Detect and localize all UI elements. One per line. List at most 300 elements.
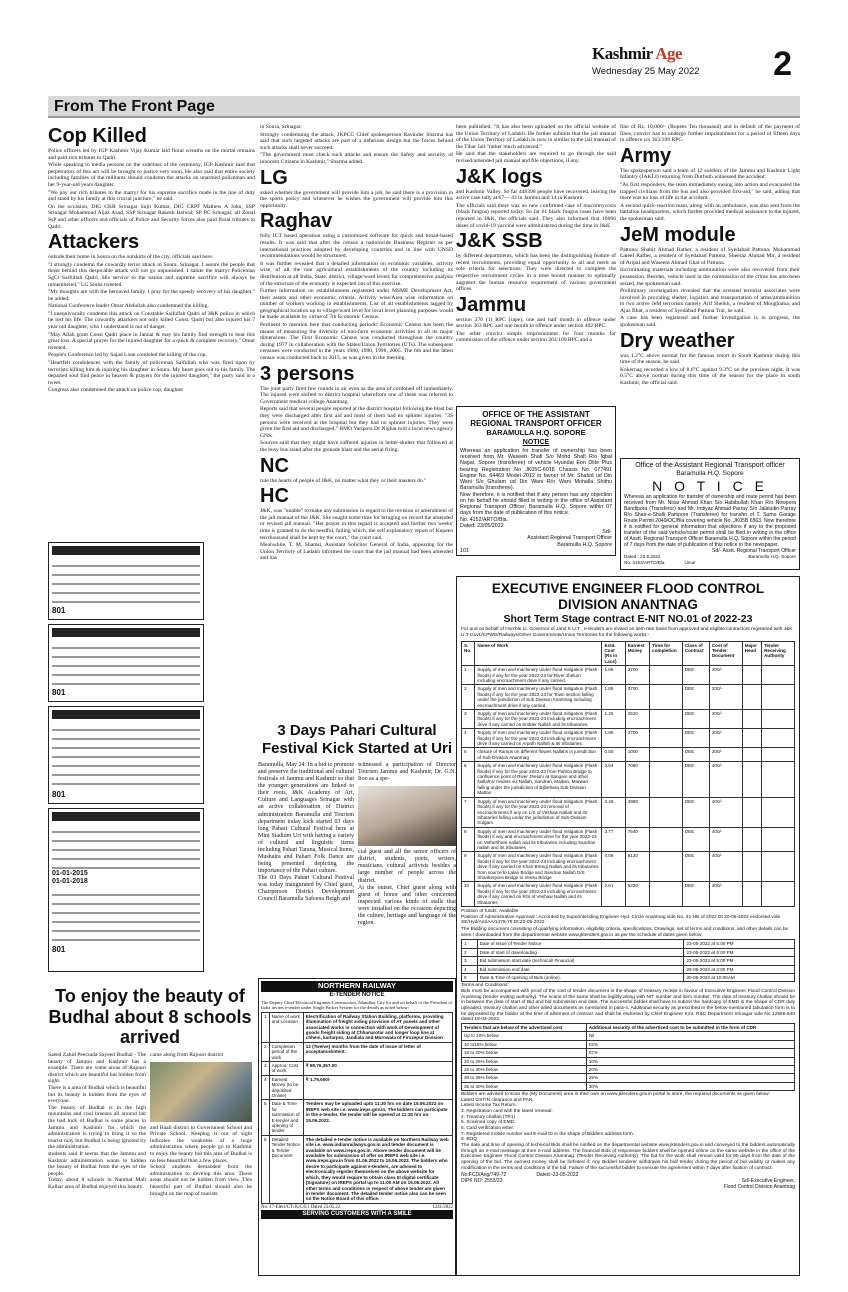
article-text: was 1.2°C above normal for the famous resort in South Kashmir during this time of the season, he said. bbox=[620, 352, 800, 366]
flood-text: The date and time of opening of technical Bids shall be notified on the departmental website www.jktenders.gov.in and conveyed to the bidders automatically through an e-mail message at their e-mail address. The financial Bids of responsive bidders shall be opened online on the same website in the office of the Executive Engineer Flood Control Division Anantnag. (Tender Receiving Authority). The bid for the work shall remain valid for 90 days from the date of the opening of the bid. The earnest money shall be forfeited if: Any Bidder/ tenderer withdraws his bid/ tender during the period of bid validity or makes any modification in the terms and conditions of the bid. Failure of the successful bidder to execute the agreement within 7 days after fixation of contract. bbox=[461, 1143, 795, 1171]
table-cell: Completion period of the work bbox=[269, 1042, 303, 1061]
table-cell: The detailed e-tender notice is available on Northern Railway web site i.e. www.indianrailways.gov.in and tender document is available on www.ireps.gov.in. Above tender document will be available for submission of offer on IREPS web site i.e. www.ireps.gov.in from 01.06.2022 to 15.06.2022. The bidders who desire to participate against e-tenders, are advised to electronically register themselves on the above website for which, they would require to obtain class III digital certificate (Signature) on IREPS portal up to 11:00 AM on 15.06.2022. All other terms and conditions in respect of above tender are given in tender document. The detailed tender notice also can be seen on the Notice Board of this office. bbox=[303, 1135, 452, 1203]
article-text: fully ICT based operation using a customized software for quick and broad-based results. It was said that after the census a nationwide Business Register as per international practices adopted by developing countries and in line with UNSD recommendations would be structured. bbox=[260, 233, 453, 260]
urdu-notice-number: 801 bbox=[52, 606, 66, 615]
article-text: section 376 (1) RPC (rape), one and half month in offence under section 363 RPC and one month in offence under section 402 RPC. bbox=[456, 316, 616, 330]
article-text: The other convict simple imprisonment for four months for commission of the offence under section 363/109 RPC and a bbox=[456, 330, 616, 344]
list-item: Latest GSTIN clearance and PAN. bbox=[461, 1097, 534, 1103]
table-cell: DEE bbox=[682, 827, 709, 852]
table-header-cell: Tenders that are below of the advertised cost bbox=[462, 1023, 587, 1031]
festival-col-b bbox=[358, 762, 456, 927]
table-cell: 5 bbox=[462, 973, 478, 981]
article-text: Further information on establishments registered under MSME Development Act, their assets and other economic criteria. Activity wise/Area wise information on number of workers working in establishments. List of all establishments tagged by geographical location up to village/ward level for local level planning purposes would be made available by virtue of 7th Economic Census. bbox=[260, 288, 453, 321]
table-cell: DEE bbox=[682, 710, 709, 729]
rto-title-3: BARAMULLA H.Q. SOPORE bbox=[486, 427, 586, 437]
flood-terms-heading: Terms and Conditions: bbox=[461, 983, 509, 989]
table-cell: 1.85 bbox=[602, 666, 625, 685]
rto-notice-label: NOTICE bbox=[522, 438, 550, 446]
article-text: fine of Rs. 10,000/- (Rupees Ten thousand) and in default of the payment of fines, convict has to undergo further imprisonment for a period of fifteen days in offence u/s 363/109 RPC. bbox=[620, 124, 800, 144]
table-cell bbox=[650, 797, 683, 827]
column-4 bbox=[620, 124, 800, 454]
table-cell: 200/- bbox=[709, 666, 742, 685]
article-text: and Kashmir Valley. So far 448398 people have recovered, leaving the active case tally at 67— 43 in Jammu and 14 in Kashmir. bbox=[456, 188, 616, 202]
urdu-text-block bbox=[52, 824, 200, 870]
table-row bbox=[462, 1032, 795, 1040]
rto2-notice-label: N O T I C E bbox=[652, 477, 768, 494]
table-cell: 1 bbox=[262, 1012, 270, 1042]
table-row bbox=[262, 1135, 453, 1203]
flood-sign-2: Flood Control Division Anantnag bbox=[723, 1184, 795, 1191]
table-cell: 9 bbox=[462, 852, 475, 882]
table-cell: 4980 bbox=[625, 797, 649, 827]
table-cell: DEE bbox=[682, 748, 709, 762]
table-cell bbox=[650, 762, 683, 797]
table-cell bbox=[762, 762, 795, 797]
table-cell bbox=[650, 710, 683, 729]
article-text: Baramulla, May 24: In a bid to promote and preserve the traditional and cultural festivals of Jammu and Kashmir so that the younger generations are linked to their roots, J&K Academy of Art, Culture and Languages Srinagar with an active collaboration of District administration Baramulla and Tourism department today kick started 03 days long Pahari Cultural Festival here at Mini Stadium Uri with having a variety of cultural and linguistic items including Pahari Tarana, Musical Items, Mushaira and Pahari Folk Dance are being presented depicting the importance of the Pahari culture. bbox=[258, 762, 354, 875]
article-text: been published. "It has also been uploaded on the official website of the Union Territory of Ladakh. He further submits that the jail manual of the Union Territory of Ladakh in now in similar to the jail manual of the Tihar Jail "rather much advanced." bbox=[456, 124, 616, 150]
table-cell: Supply of men and machinery under flood mitigation (Flash floods) if any for the year 2022-23 for River Jhelum including encroachment drive if any carried. bbox=[475, 666, 602, 685]
railway-ref-2: 1241/2022 bbox=[432, 1204, 453, 1210]
table-cell: 10 bbox=[462, 882, 475, 907]
rto-ref: No. 4152/ARTO/Bla. bbox=[460, 516, 509, 523]
urdu-text-block bbox=[52, 722, 200, 790]
budhal-group-photo bbox=[150, 1062, 252, 1122]
table-cell bbox=[742, 827, 761, 852]
table-row bbox=[462, 940, 795, 948]
table-row bbox=[462, 1049, 795, 1057]
table-cell: 8120 bbox=[625, 852, 649, 882]
table-cell: 400/- bbox=[709, 797, 742, 827]
table-cell: Up to 10% below bbox=[462, 1032, 587, 1040]
rto2-number: No. 4153/ARTO/Bla bbox=[624, 559, 665, 565]
table-cell bbox=[762, 797, 795, 827]
table-cell: 10 to15% below bbox=[462, 1040, 587, 1048]
table-row bbox=[462, 1065, 795, 1073]
flood-ref: No:FCD/Ang/749-72 bbox=[461, 1172, 507, 1179]
table-cell: 3.54 bbox=[602, 762, 625, 797]
table-cell: Approx. Cost of work bbox=[269, 1061, 303, 1075]
table-row bbox=[462, 965, 795, 973]
table-cell: Earnest Money (to be deposited Online) bbox=[269, 1075, 303, 1100]
table-cell: 5 bbox=[462, 748, 475, 762]
headline-jk-logs: J&K logs bbox=[456, 165, 543, 188]
table-cell: 1.85 bbox=[602, 685, 625, 710]
table-header-cell: Major Head bbox=[742, 641, 761, 666]
headline-budhal: To enjoy the beauty of Budhal about 8 schools arrived bbox=[48, 986, 252, 1048]
table-cell bbox=[762, 666, 795, 685]
table-header-cell: Tender Receiving Authority bbox=[762, 641, 795, 666]
rto-title-1: OFFICE OF THE ASSISTANT bbox=[482, 410, 590, 419]
article-text: cial guest and all the senior officers of district, students, poets, writers, musicians, cultural activists besides a large number of people across the district. bbox=[358, 849, 456, 884]
article-text: Congress also condemned the attack on police cop, daughter bbox=[48, 387, 184, 394]
table-cell: 23-05-2022 at 5:00 PM bbox=[684, 948, 795, 956]
table-header-cell: Name of Work bbox=[475, 641, 602, 666]
headline-hc: HC bbox=[260, 485, 289, 508]
table-cell: 1.26 bbox=[602, 710, 625, 729]
table-row bbox=[262, 1012, 453, 1042]
table-cell: 3700 bbox=[625, 666, 649, 685]
festival-story bbox=[258, 722, 456, 972]
table-cell: 15 to 20% below bbox=[462, 1049, 587, 1057]
article-text: Preliminary investigation revealed that the arrested terrorist associates were involved in providing shelter, logistics and transportation of arms/ammunition to two active JeM terrorists namely Arif Sheikh, a resident of Moughama, and Ajaz Bhat, a resident of Syedabad Pattuna Tral, he said. bbox=[620, 288, 800, 314]
railway-subtitle: E-TENDER NOTICE bbox=[329, 991, 385, 998]
article-text: While speaking to media persons on the sidelines of the ceremony, IGP Kashmir said that perpetrators of this act will be brought to justice very soon. He also said that entire society including families of the militants should condemn the attacks on unarmed policeman and her 9-year-old years daughter. bbox=[48, 162, 255, 188]
urdu-notice-number: 801 bbox=[52, 790, 66, 799]
list-item: 4. Treasury challan (TR1) bbox=[461, 1114, 516, 1120]
flood-works-table bbox=[461, 641, 795, 907]
table-cell: 8 bbox=[462, 827, 475, 852]
article-text: witnessed a participation of Director Tourism Jammu and Kashmir, Dr. G.N. Itoo as a spe- bbox=[358, 762, 456, 783]
table-cell: 30 to 35% below bbox=[462, 1074, 587, 1082]
table-cell: Detailed Tender Notice & Tender Document bbox=[269, 1135, 303, 1203]
table-cell bbox=[650, 827, 683, 852]
article-text: Strongly condemning the attack, JKPCC Chief spokesperson Ravinder Sharma has said that such targeted attacks are part of a nefarious design but the forces behind such attacks shall never succeed. bbox=[260, 131, 453, 151]
rto2-title-2: Baramulla H.Q. Sopore bbox=[676, 470, 744, 478]
article-text: Pattuna; Shabir Ahmad Rather, a resident of Syedabad Pattuna; Mohammad Lateef Rather, a resident of Syedabad Pattuna; Sheeraz Ahmad Mir, a resident of Aripal and Waseem Ahmad Ghat of Pattuna. bbox=[620, 246, 800, 266]
article-text: Today, about 8 schools in Nambal Mall Kalhar area of Budhal enjoyed this beauty. bbox=[48, 1177, 146, 1190]
article-text: J&K, was "unable" to make any submission in regard to the revision or amendment of the jail manual of the J&K. She sought some time for bringing on record the amended or revised jail manual. "Her prayer in this regard is accepted and further two weeks' time is granted to do the needful, failing which, the self explanatory report of Kupeeo ten thousand shall be kept by the court," the court said. bbox=[260, 508, 453, 541]
masthead bbox=[592, 44, 802, 84]
article-text: "The government must check such attacks and ensure the Safety and security of innocent Citizens in Kashmir," Sharma added. bbox=[260, 152, 453, 165]
table-cell: 400/- bbox=[709, 762, 742, 797]
table-cell: 07% bbox=[586, 1049, 794, 1057]
table-row bbox=[462, 882, 795, 907]
table-cell: DEE bbox=[682, 685, 709, 710]
table-cell: Date of Issue of Tender Notice bbox=[477, 940, 684, 948]
table-header-cell: Earnest Money bbox=[625, 641, 649, 666]
table-cell: 3700 bbox=[625, 685, 649, 710]
article-text: Incriminating materials including ammunition were also recovered from their possession. Besides, vehicle used in the commission of the crime has also been seized, the spokesman said. bbox=[620, 267, 800, 287]
table-row bbox=[462, 748, 795, 762]
list-item: 8. BOQ bbox=[461, 1137, 477, 1143]
table-cell: 6 bbox=[262, 1135, 270, 1203]
article-text: Saeed Zahid Peerzada Sayeed Budhal - The beauty of Jammu and Kashmir has a example. There are some areas of Rajouri district which are beautiful but hidden from sight. bbox=[48, 1052, 146, 1085]
table-cell: 23-05-2022 at 5:00 PM bbox=[684, 940, 795, 948]
table-cell: DEE bbox=[682, 797, 709, 827]
table-cell bbox=[762, 852, 795, 882]
article-text: The officials said there was no new confirmed case of mucormycosis (black fungus) reported today. So far 61 black fungus cases have been reported in J&K, the officials said. They also informed that 10096 doses of covid-19 vaccine were administered during the time in J&K. bbox=[456, 202, 616, 229]
rto-text: Whereas an application for transfer of ownership has been received from Mr. Waseeb Shafi S/o Mohd Shafi R/o Iqbal Nagar, Sopore (transferee) of vehicle Hyundai Eon Dlite Plus bearing Registration No JK05C-6018 Chassis No. 077491 Engine No. 64469 Model 2012 in favour of Mr. Shahid ud Din Wani S/o Ghulam ud Din Wani R/o Wani Mohalla Shithu Baramulla (transferee). bbox=[460, 447, 612, 492]
table-cell: 5220 bbox=[625, 882, 649, 907]
rto-sd: Sd/- bbox=[602, 529, 612, 536]
table-header-cell: Class of Contract bbox=[682, 641, 709, 666]
flood-title: EXECUTIVE ENGINEER FLOOD CONTROL DIVISION ANANTNAG bbox=[491, 581, 765, 612]
table-cell: Date & Time for submission of E-tender and opening of tender bbox=[269, 1100, 303, 1135]
urdu-notice-number: 801 bbox=[52, 688, 66, 697]
article-text: There is a area of Budhal which is beautiful but its beauty is hidden from the eyes of everyone. bbox=[48, 1085, 146, 1105]
urdu-notice-header bbox=[52, 546, 200, 555]
headline-raghav: Raghav bbox=[260, 210, 333, 233]
budhal-col-a bbox=[48, 1052, 146, 1197]
article-text: "I strongly condemn the cowardly terror attack in Soura, Srinagar. I assure the people that those behind this despicable attack will not go unpunished. I salute the martyr Policeman SgCt Saifullah Qadri. His service to the nation and supreme sacrifice will always be remembered," LG Sinha tweeted. bbox=[48, 261, 255, 288]
headline-cop-killed: Cop Killed bbox=[48, 125, 147, 147]
article-text: "Heartfelt condolences with the family of policeman Saifullah who was fired upon by terrorists killing him & injuring his daughter in Soura. My heart goes out to his family. The departed soul find peace in heaven & prayers for the injured daughter," the party said in a tweet. bbox=[48, 360, 255, 386]
rto-title-2: REGIONAL TRANSPORT OFFICER bbox=[470, 419, 602, 429]
headline-dry-weather: Dry weather bbox=[620, 329, 735, 352]
table-row bbox=[462, 827, 795, 852]
article-text: came along from Rajouri district bbox=[150, 1052, 224, 1059]
table-cell bbox=[742, 762, 761, 797]
table-cell: Supply of men and machinery under flood mitigation (Flash floods) if any for the year 2022-23 including encroachment drive if any carried on R/S of Veshaw Nallah and its tributaries bbox=[475, 882, 602, 907]
article-text: The spokesperson said a team of 12 soldiers of the Jammu and Kashmir Light Infantry (JAKLI) returning from Durbuth witnessed the accident. bbox=[620, 167, 800, 181]
table-cell: Supply of men and machinery under flood mitigation (Flash floods) if any for the year 2022-23 including encroachment drive if any carried on Khan Brengi Nallah and its tributaries from source to Lalan Bridge and Sandran Nallah D/S Shankerpora Bridge to Vessu Bridge bbox=[475, 852, 602, 882]
table-cell: 2 bbox=[462, 685, 475, 710]
article-text: "I unequivocally condemn this attack on Constable Saifullah Qadri of J&K police in which he lost his life. The cowardly attackers not only killed Const. Qadri but also injured his 7 year old daughter, who I understand is out of danger. bbox=[48, 310, 255, 331]
table-cell bbox=[762, 729, 795, 748]
table-cell: 2 bbox=[262, 1042, 270, 1061]
table-cell: Supply of men and machinery under flood mitigation (Flash floods) if any for the year 2022-23 including encroachment drive if any carried on bridder Nallah and its tributaries. bbox=[475, 710, 602, 729]
rto2-title-1: Office of the Assistant Regional Transport officer bbox=[635, 462, 785, 469]
table-cell: DEE bbox=[682, 882, 709, 907]
flood-sign-1: Sd/-Executive Engineer, bbox=[741, 1178, 795, 1185]
urdu-notice-header bbox=[52, 812, 200, 821]
urdu-date: 01-01-2018 bbox=[52, 878, 88, 886]
table-row bbox=[262, 1061, 453, 1075]
table-cell: 0.50 bbox=[602, 748, 625, 762]
table-cell: 2520 bbox=[625, 710, 649, 729]
table-cell: 2 bbox=[462, 948, 478, 956]
table-cell: ₹ 1,79,600/- bbox=[303, 1075, 452, 1100]
budhal-story bbox=[48, 986, 252, 1276]
table-cell: 200/- bbox=[709, 685, 742, 710]
article-text: "May Allah grant Const Qadri place in Jannat & may his family find strength to bear this great loss. A special prayer for the injured daughter for a quick & complete recovery," Omar tweeted. bbox=[48, 331, 255, 351]
table-cell bbox=[762, 748, 795, 762]
table-cell bbox=[742, 685, 761, 710]
headline-jammu: Jammu bbox=[456, 293, 527, 316]
article-text: A case has been registered and further investigation is in progress, the spokesman said. bbox=[620, 315, 800, 329]
table-cell: ₹ 89,76,357.00 bbox=[303, 1061, 452, 1075]
page-number: 2 bbox=[773, 45, 792, 83]
table-cell: 23-05-2022 at 5:00 PM bbox=[684, 957, 795, 965]
rto-notice-2 bbox=[620, 458, 800, 570]
table-cell bbox=[650, 748, 683, 762]
festival-col-a bbox=[258, 762, 354, 927]
article-text: Sources said that they might have suffered injuries in helter-skelter that followed at the busy bus stand after the grenade blast and the aerial firing. bbox=[260, 440, 453, 453]
article-text: "My thoughts are with the bereaved family. I pray for the speedy recovery of his daughter," he added. bbox=[48, 289, 255, 302]
rto-date: Dated: 23/05/2022 bbox=[460, 522, 504, 529]
table-cell bbox=[742, 748, 761, 762]
table-header-cell: S. No. bbox=[462, 641, 475, 666]
headline-attackers: Attackers bbox=[48, 231, 140, 254]
table-header-cell: Time for completion bbox=[650, 641, 683, 666]
festival-chief-guest-photo bbox=[358, 786, 456, 846]
flood-control-tender bbox=[456, 576, 800, 1276]
table-cell bbox=[742, 710, 761, 729]
article-text: "We pay our rich tributes to the martyr for his supreme sacrifice made in the line of duty and stand by his family at this crucial juncture," he said. bbox=[48, 189, 255, 203]
flood-text: Bidders are advised to scan the (My Document) area in their own on www.jktenders.gov.in portal to store, the required documents as given below: bbox=[461, 1092, 770, 1098]
urdu-text-block bbox=[52, 558, 200, 606]
article-text: On the occasion, DIG CKR Srinagar Sujit Kumar, DIG CRPF Mathew A John, SSP Srinagar Mohammad Aijaz Asad, SSP Srinagar Rakesh Balwal, SP PC Srinagar, all Zonal SsP and other officers and officials of Police and Security forces also paid floral tributes to Qadri. bbox=[48, 203, 255, 230]
issue-date: Wednesday 25 May 2022 bbox=[592, 66, 700, 78]
flood-intro: For and on behalf of Hon'ble Lt. Governor of Jand K U.T , e-tenders are invited on item rate basis from approved and eligible contractors registered with J&K U.T Govt./CPWD/Railways/Other Governments/Union Territories for the following works:- bbox=[461, 627, 793, 638]
table-cell: 3700 bbox=[625, 729, 649, 748]
table-cell: Date & Time of opening of Bids (online). bbox=[477, 973, 684, 981]
table-cell: 400/- bbox=[709, 827, 742, 852]
table-cell bbox=[742, 729, 761, 748]
railway-title: NORTHERN RAILWAY bbox=[261, 981, 453, 992]
article-text: by different departments, which has been the distinguishing feature of recent recruitments, providing equal opportunity to all and merit as sole criteria for selections. They were directed to complete the respective recruitment cycles in a time bound manner to optimally augment the human resource requirement of various government offices. bbox=[456, 253, 616, 293]
table-cell: Supply of men and machinery under flood mitigation (Flash floods) if any for the year 2022-23 for Town section falling under the jurisdiction of Sub Division Anantnag including encroachment drive if any carried. bbox=[475, 685, 602, 710]
table-cell: 12 (Twelve) months from the date of issue of letter of acceptance/intent. bbox=[303, 1042, 452, 1061]
article-text: Reports said that several people reported at the district hospital following the blast but they were discharged after first aid and most of them had no splinter injuries. "3S persons were received at the hospital but they had no splinter injuries. They were given the first aid and discharged," BMO Yaripora Dr Nighat told a local news agency GNS. bbox=[260, 406, 453, 439]
table-cell: 3 bbox=[462, 957, 478, 965]
table-cell: Nil bbox=[586, 1032, 794, 1040]
table-cell: 4 bbox=[262, 1075, 270, 1100]
table-cell: 02% bbox=[586, 1040, 794, 1048]
table-cell: 20 to 25% below bbox=[462, 1057, 587, 1065]
urdu-date: 01-01-2015 bbox=[52, 870, 88, 877]
table-cell bbox=[650, 882, 683, 907]
table-cell bbox=[650, 729, 683, 748]
article-text: asked whether the government will provide him a job, he said there is a provision in the sports policy and whenever he wishes the government will provide him this opportunity. bbox=[260, 189, 453, 209]
table-cell: Bid submission start date (technical/ Financial) bbox=[477, 957, 684, 965]
table-cell: closure of Ramps on different flowes Nallahs in jurisdiction of Sub-Division Anantnag bbox=[475, 748, 602, 762]
table-header-cell: Estd. Cost (Rs in Lacs) bbox=[602, 641, 625, 666]
headline-army: Army bbox=[620, 144, 672, 167]
flood-text: Bids must be accompanied with proof of the cost of tender document in the shape of treasury receipt in favour of Executive Engineer Flood Control Division Anantnag (tender inviting authority). The scans of the same shall be legibly along with NIT number and item number. The date of treasury challan should be in between the date of start of Bid and bid submission end date. The successful bidder shall have to submit the hardcopy of EMD in the shape of CDR duly upleaded, treasury challan and other allied documents as mentioned in para-4. Additional security as prescribed in the below-mentioned tabulation form is to be deposited by the bidder at the time of allotment of contract and shall be endorsed by Chief Engineer Kmr. R&C Department Srinagar vide No 12566-640 dated 18-03-2022. bbox=[461, 988, 795, 1023]
table-cell: Date of start of downloading bbox=[477, 948, 684, 956]
table-header-cell: Additional security of the advertised cost to be submitted in the form of CDR bbox=[586, 1023, 794, 1031]
railway-intro: The Deputy Chief Electrical Engineer/Construction, Jalandhar City for and on behalf of the President of India invites e-tender under Single Packet System for the details as noted below: bbox=[261, 999, 453, 1011]
railway-ref: No. 17-Elect/CT/JUC/E1 Dated 23.05.22 bbox=[261, 1204, 341, 1210]
article-text: students said It seems that the Jammu and Kashmir administration wants to hidden the beauty of Budhal from the eyes of the people. bbox=[48, 1150, 146, 1177]
table-row bbox=[462, 1057, 795, 1065]
table-cell: 4.06 bbox=[602, 852, 625, 882]
article-text: The 03 Days Pahari Cultural Festival was today inaugurated by Chief guest, Chairperson District Development Council Baramulla Safeena Beigh and bbox=[258, 875, 354, 903]
article-text: People's Conference led by Sajad Lone condoled the killing of the cop. bbox=[48, 352, 207, 359]
table-cell: DEE bbox=[682, 762, 709, 797]
table-cell: 30-05-2022 at 10:00AM bbox=[684, 973, 795, 981]
table-row bbox=[262, 1100, 453, 1135]
flood-position-admin: Position of Administrative Approval : Accorded by Superintending Engineer Hyd. Circle Anantnag vide No. 31-HB of 2022 Dt 20-05-2022 endorsed vide SE/Hyd/Ant/AA/1478-79 Dt:20-05-2022. bbox=[461, 914, 781, 926]
flood-date: Dated:-23-05-2022 bbox=[536, 1172, 579, 1179]
table-cell: 4 bbox=[462, 729, 475, 748]
table-cell: 1 bbox=[462, 666, 475, 685]
table-row bbox=[462, 762, 795, 797]
article-text: At the outset, Chief guest along with guest of honor and other concerned inspected various kinds of stalls that were installed on the occasion depicting the culture, heritage and language of the region. bbox=[358, 884, 456, 927]
flood-dates-table bbox=[461, 939, 795, 982]
urdu-text-block bbox=[52, 887, 200, 945]
article-text: Pertinent to mention here that conducting periodic Economic Census has been the means of measuring the diversity of non-farm economic activities in all its major dimensions. The First Economic Census was conducted throughout the country during 1977 in collaboration with the States/Union Territories (UTs). The subsequent censuses were conducted in the years 1980, 1990, 1998, 2005. The 6th and the latest census was conducted back in 2013, as was given in the meeting. bbox=[260, 322, 453, 362]
list-item: 5. Scanned copy of EMD. bbox=[461, 1120, 516, 1126]
table-cell: 5 bbox=[262, 1100, 270, 1135]
table-cell: Bid submission end date bbox=[477, 965, 684, 973]
table-cell: 6 bbox=[462, 762, 475, 797]
table-cell: 3 bbox=[262, 1061, 270, 1075]
table-cell bbox=[650, 685, 683, 710]
urdu-notice-4 bbox=[48, 808, 204, 972]
table-row bbox=[462, 1074, 795, 1082]
rto2-sign-2: Baramulla H.Q. Sopore bbox=[748, 554, 796, 560]
article-text: He said that the stakeholders are required to go through the said revised/amended jail manual and file objections, if any. bbox=[456, 151, 616, 164]
table-row bbox=[462, 797, 795, 827]
table-cell bbox=[742, 666, 761, 685]
table-cell: Supply of men and machinery under flood mitigation (Flash floods) if any for the year 2022-23 including encroachment drive if any carried on Arpath Nallah & its tributaries. bbox=[475, 729, 602, 748]
list-item: 7. Registered mobile number and E-mail ID in the shape of Bidders address form. bbox=[461, 1131, 635, 1137]
flood-subtitle: Short Term Stage contract E-NIT NO.01 of 2022-23 bbox=[503, 612, 753, 625]
column-2 bbox=[260, 124, 453, 716]
table-cell bbox=[762, 710, 795, 729]
table-cell bbox=[742, 882, 761, 907]
railway-footer: SERVING CUSTOMERS WITH A SMILE bbox=[261, 1210, 453, 1219]
railway-tender-table bbox=[261, 1012, 453, 1204]
table-cell: Supply of men and machinery under flood mitigation (Flash floods) if any for the year 2022-23 removal of encroachments if any on L/S of Veshaw Nallah and its tributaries falling under the jurisdiction of Sub-Division Kulgam. bbox=[475, 797, 602, 827]
table-cell: Supply of men and machinery under flood mitigation (Flash floods) if any and encroachment drive for the year 2022-23 on Vetherthree nallah and its tributaries including Sandran nallah and its tributaries bbox=[475, 827, 602, 852]
table-row bbox=[462, 729, 795, 748]
rto-notice-1 bbox=[456, 406, 616, 556]
flood-text: The Bidding document consisting of qualifying information, eligibility criteria, specifications, Drawings, set of terms and conditions, and other details can be seen / downloaded from the departmental website www.jktenders.gov.in as per the schedule of dates given below: bbox=[461, 926, 789, 938]
flood-security-table bbox=[461, 1023, 795, 1091]
rto2-date: Dated : 23.5.2022 bbox=[624, 554, 661, 560]
article-text: National Conference leader Omar Abdullah also condemned the killing. bbox=[48, 303, 209, 310]
headline-lg: LG bbox=[260, 166, 288, 189]
table-cell: 200/- bbox=[709, 748, 742, 762]
rto-foot: 101 bbox=[460, 547, 469, 554]
table-cell: 7080 bbox=[625, 762, 649, 797]
flood-position-funds: Position of funds: Available bbox=[461, 909, 519, 914]
table-cell: Supply of men and machinery under flood mitigation (Flash floods) if any for the year 2022-23 from Pahloo Bridge to confluence point of River Jhelum at Sangam and other Nallah's/ rivulets viz Nallah, Sandran, Malkan, Marwari falling under the jurisdiction of Bijbehara Sub-Division Mattan bbox=[475, 762, 602, 797]
table-row bbox=[262, 1075, 453, 1100]
table-row bbox=[462, 852, 795, 882]
headline-3-persons: 3 persons bbox=[260, 362, 355, 385]
rto-sign-1: Assistant Regional Transport Officer bbox=[527, 535, 612, 542]
article-text: It was further revealed that a detailed information on economic variables, activity wise, of all the non agricultural establishments of the country including its distribution at all India, State, district, village/ward levels for comprehensive analysis of the structure of the economy is expected out of this exercise. bbox=[260, 260, 453, 287]
table-cell bbox=[650, 852, 683, 882]
table-row bbox=[462, 973, 795, 981]
flood-document-list bbox=[461, 1098, 795, 1143]
table-cell: 30% bbox=[586, 1082, 794, 1090]
table-cell: 7540 bbox=[625, 827, 649, 852]
table-cell: 1.85 bbox=[602, 729, 625, 748]
urdu-notice-header bbox=[52, 628, 200, 637]
table-cell bbox=[762, 685, 795, 710]
table-row bbox=[462, 710, 795, 729]
rto-sign-2: Baramulla H.Q. Sopore bbox=[557, 541, 612, 548]
table-cell bbox=[742, 852, 761, 882]
headline-nc: NC bbox=[260, 454, 289, 477]
table-cell: 300/- bbox=[709, 882, 742, 907]
list-item: 3. Registration card with the latest renewal. bbox=[461, 1109, 553, 1115]
table-cell: 20% bbox=[586, 1065, 794, 1073]
article-text: Meanwhile, T. M. Shamsi, Assistant Solicitor General of India, appearing for the Union Territory of Ladakh informed the court that the jail manual had been amended and has bbox=[260, 542, 453, 562]
table-cell bbox=[742, 797, 761, 827]
table-cell: 4 bbox=[462, 965, 478, 973]
article-text: rule the hearts of people of J&K, no matter what they or their masters do." bbox=[260, 477, 427, 484]
column-3 bbox=[456, 124, 616, 384]
table-cell bbox=[762, 882, 795, 907]
article-text: Kokernag recorded a low of 8.6°C against 9.3°C on the previous night. It was 0.5°C above normal during this time of the season for the place in south Kashmir, the official said. bbox=[620, 366, 800, 387]
table-row bbox=[462, 666, 795, 685]
urdu-notice-number: 801 bbox=[52, 944, 66, 954]
table-cell: 28-05-2022 at 4:00 PM bbox=[684, 965, 795, 973]
table-row bbox=[262, 1042, 453, 1061]
table-row bbox=[462, 957, 795, 965]
article-text: outside their home in Soura on the outskirts of the city, officials said here. bbox=[48, 254, 214, 261]
headline-jem-module: JeM module bbox=[620, 223, 736, 246]
table-cell: 7 bbox=[462, 797, 475, 827]
table-row bbox=[462, 948, 795, 956]
newspaper-logo: Kashmir Age bbox=[592, 44, 683, 63]
urdu-notice-2 bbox=[48, 624, 204, 702]
table-cell: Tenders may be uploaded upto 11:30 hrs on date 15.06.2022 on IREPS web site i.e. www.ireps.gov.in. The bidders can participate in the e-tender, the tender will be opened at 11:30 hrs on 15.06.2022. bbox=[303, 1100, 452, 1135]
rto2-name: Umar bbox=[684, 559, 696, 565]
table-row bbox=[462, 1082, 795, 1090]
article-text: in Soura, Srinagar. bbox=[260, 124, 302, 130]
table-cell bbox=[650, 666, 683, 685]
table-cell: 3.77 bbox=[602, 827, 625, 852]
flood-dipk: DIPK NO: 2553/22 bbox=[461, 1178, 503, 1185]
